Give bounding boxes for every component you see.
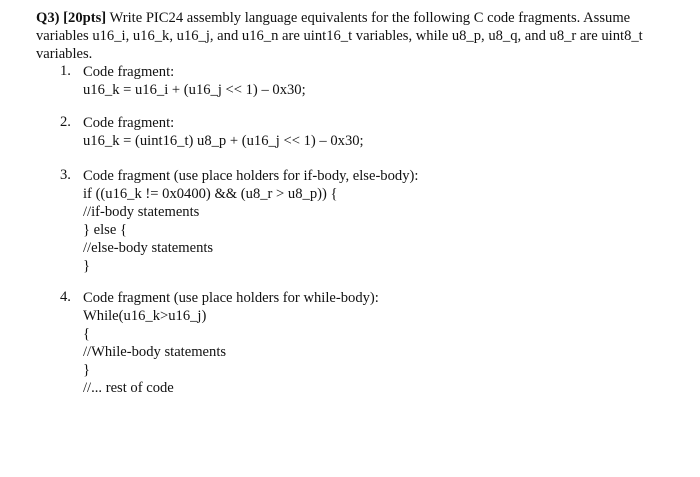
question-label: Q3) [20pts] [36,10,107,26]
item-number: 4. [60,289,71,305]
code-line: if ((u16_k != 0x0400) && (u8_r > u8_p)) { [83,186,338,202]
code-line: //While-body statements [83,344,227,360]
code-line: } [83,362,91,378]
code-line: } else { [83,222,127,238]
code-line: u16_k = u16_i + (u16_j << 1) – 0x30; [83,82,306,98]
item-number: 3. [60,167,71,183]
code-line: } [83,258,91,274]
code-line: //else-body statements [83,240,214,256]
item-number: 1. [60,63,71,79]
question-text: Write PIC24 assembly language equivalents for the following C code fragments. Assume variables u16_i, u16_k, u16_j, and u16_n are uint16_t variables, while u8_p, u8_q, and u8_r are uint8_t variables. [36,10,643,62]
code-line: While(u16_k>u16_j) [83,308,207,324]
code-line: //if-body statements [83,204,200,220]
item-heading: Code fragment: [83,64,175,80]
code-line: { [83,326,91,342]
item-heading: Code fragment (use place holders for if-body, else-body): [83,168,419,184]
question-prompt [36,9,676,63]
item-heading: Code fragment (use place holders for while-body): [83,290,379,306]
item-heading: Code fragment: [83,115,175,131]
code-line: //... rest of code [83,380,174,396]
code-line: u16_k = (uint16_t) u8_p + (u16_j << 1) – 0x30; [83,133,364,149]
item-number: 2. [60,114,71,130]
